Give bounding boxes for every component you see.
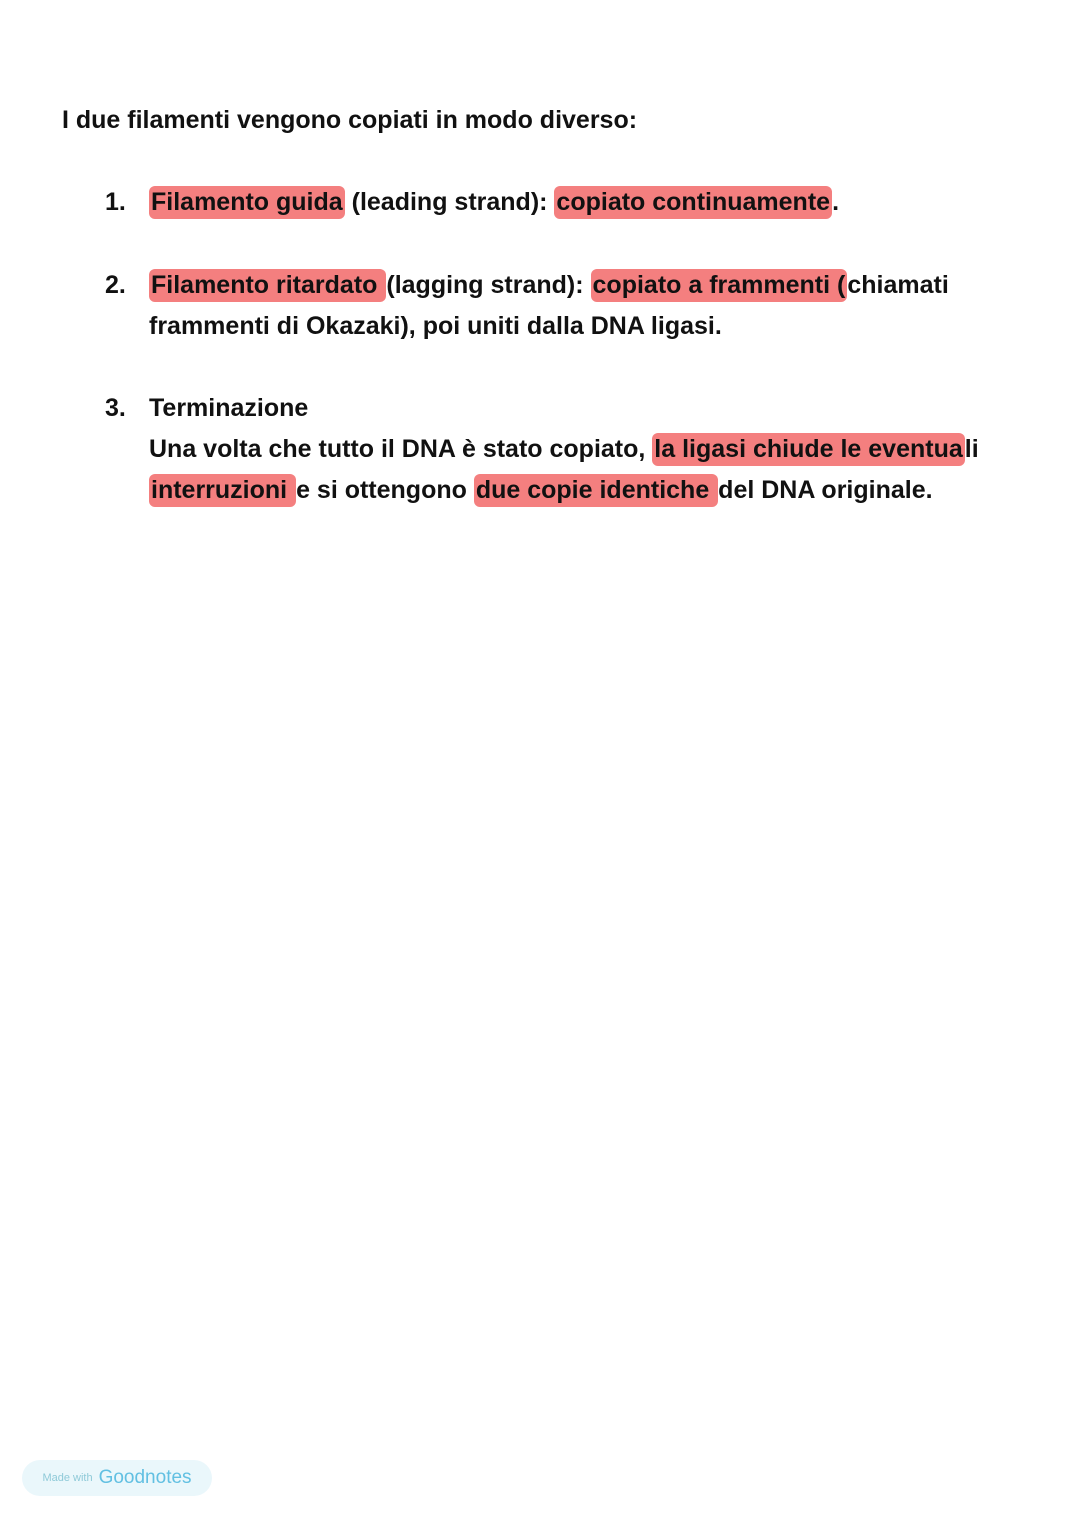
highlighted-text: la ligasi chiude le eventua — [652, 433, 964, 466]
item-line — [149, 429, 1005, 470]
plain-text: (leading strand): — [344, 188, 555, 216]
plain-text: Una volta che tutto il DNA è stato copiato, — [149, 435, 653, 463]
item-line — [149, 470, 1005, 511]
goodnotes-logo: Goodnotes — [98, 1467, 192, 1488]
page-heading: I due filamenti vengono copiati in modo diverso: — [62, 106, 638, 134]
item-line — [149, 182, 1005, 223]
list-item-3 — [105, 388, 1005, 511]
plain-text: e si ottengono — [296, 476, 474, 504]
highlighted-text: interruzioni — [149, 474, 296, 507]
item-title: Terminazione — [149, 394, 309, 422]
plain-text: (lagging strand): — [386, 271, 591, 299]
list-item-1 — [105, 182, 1005, 223]
list-number: 3. — [105, 394, 126, 422]
highlighted-text: due copie identiche — [474, 474, 718, 507]
highlighted-text: Filamento ritardato — [149, 269, 386, 302]
list-number: 2. — [105, 271, 126, 299]
list-item-2 — [105, 265, 1005, 347]
highlighted-text: Filamento guida — [149, 186, 345, 219]
plain-text: li — [964, 435, 979, 463]
item-line — [149, 265, 1005, 306]
plain-text: chiamati — [847, 271, 949, 299]
goodnotes-badge[interactable] — [22, 1460, 212, 1496]
plain-text: . — [832, 188, 840, 216]
highlighted-text: copiato continuamente — [554, 186, 832, 219]
item-line: frammenti di Okazaki), poi uniti dalla DNA ligasi. — [149, 312, 722, 340]
plain-text: del DNA originale. — [718, 476, 933, 504]
highlighted-text: copiato a frammenti ( — [591, 269, 848, 302]
badge-prefix: Made with — [42, 1472, 93, 1484]
list-number: 1. — [105, 188, 126, 216]
